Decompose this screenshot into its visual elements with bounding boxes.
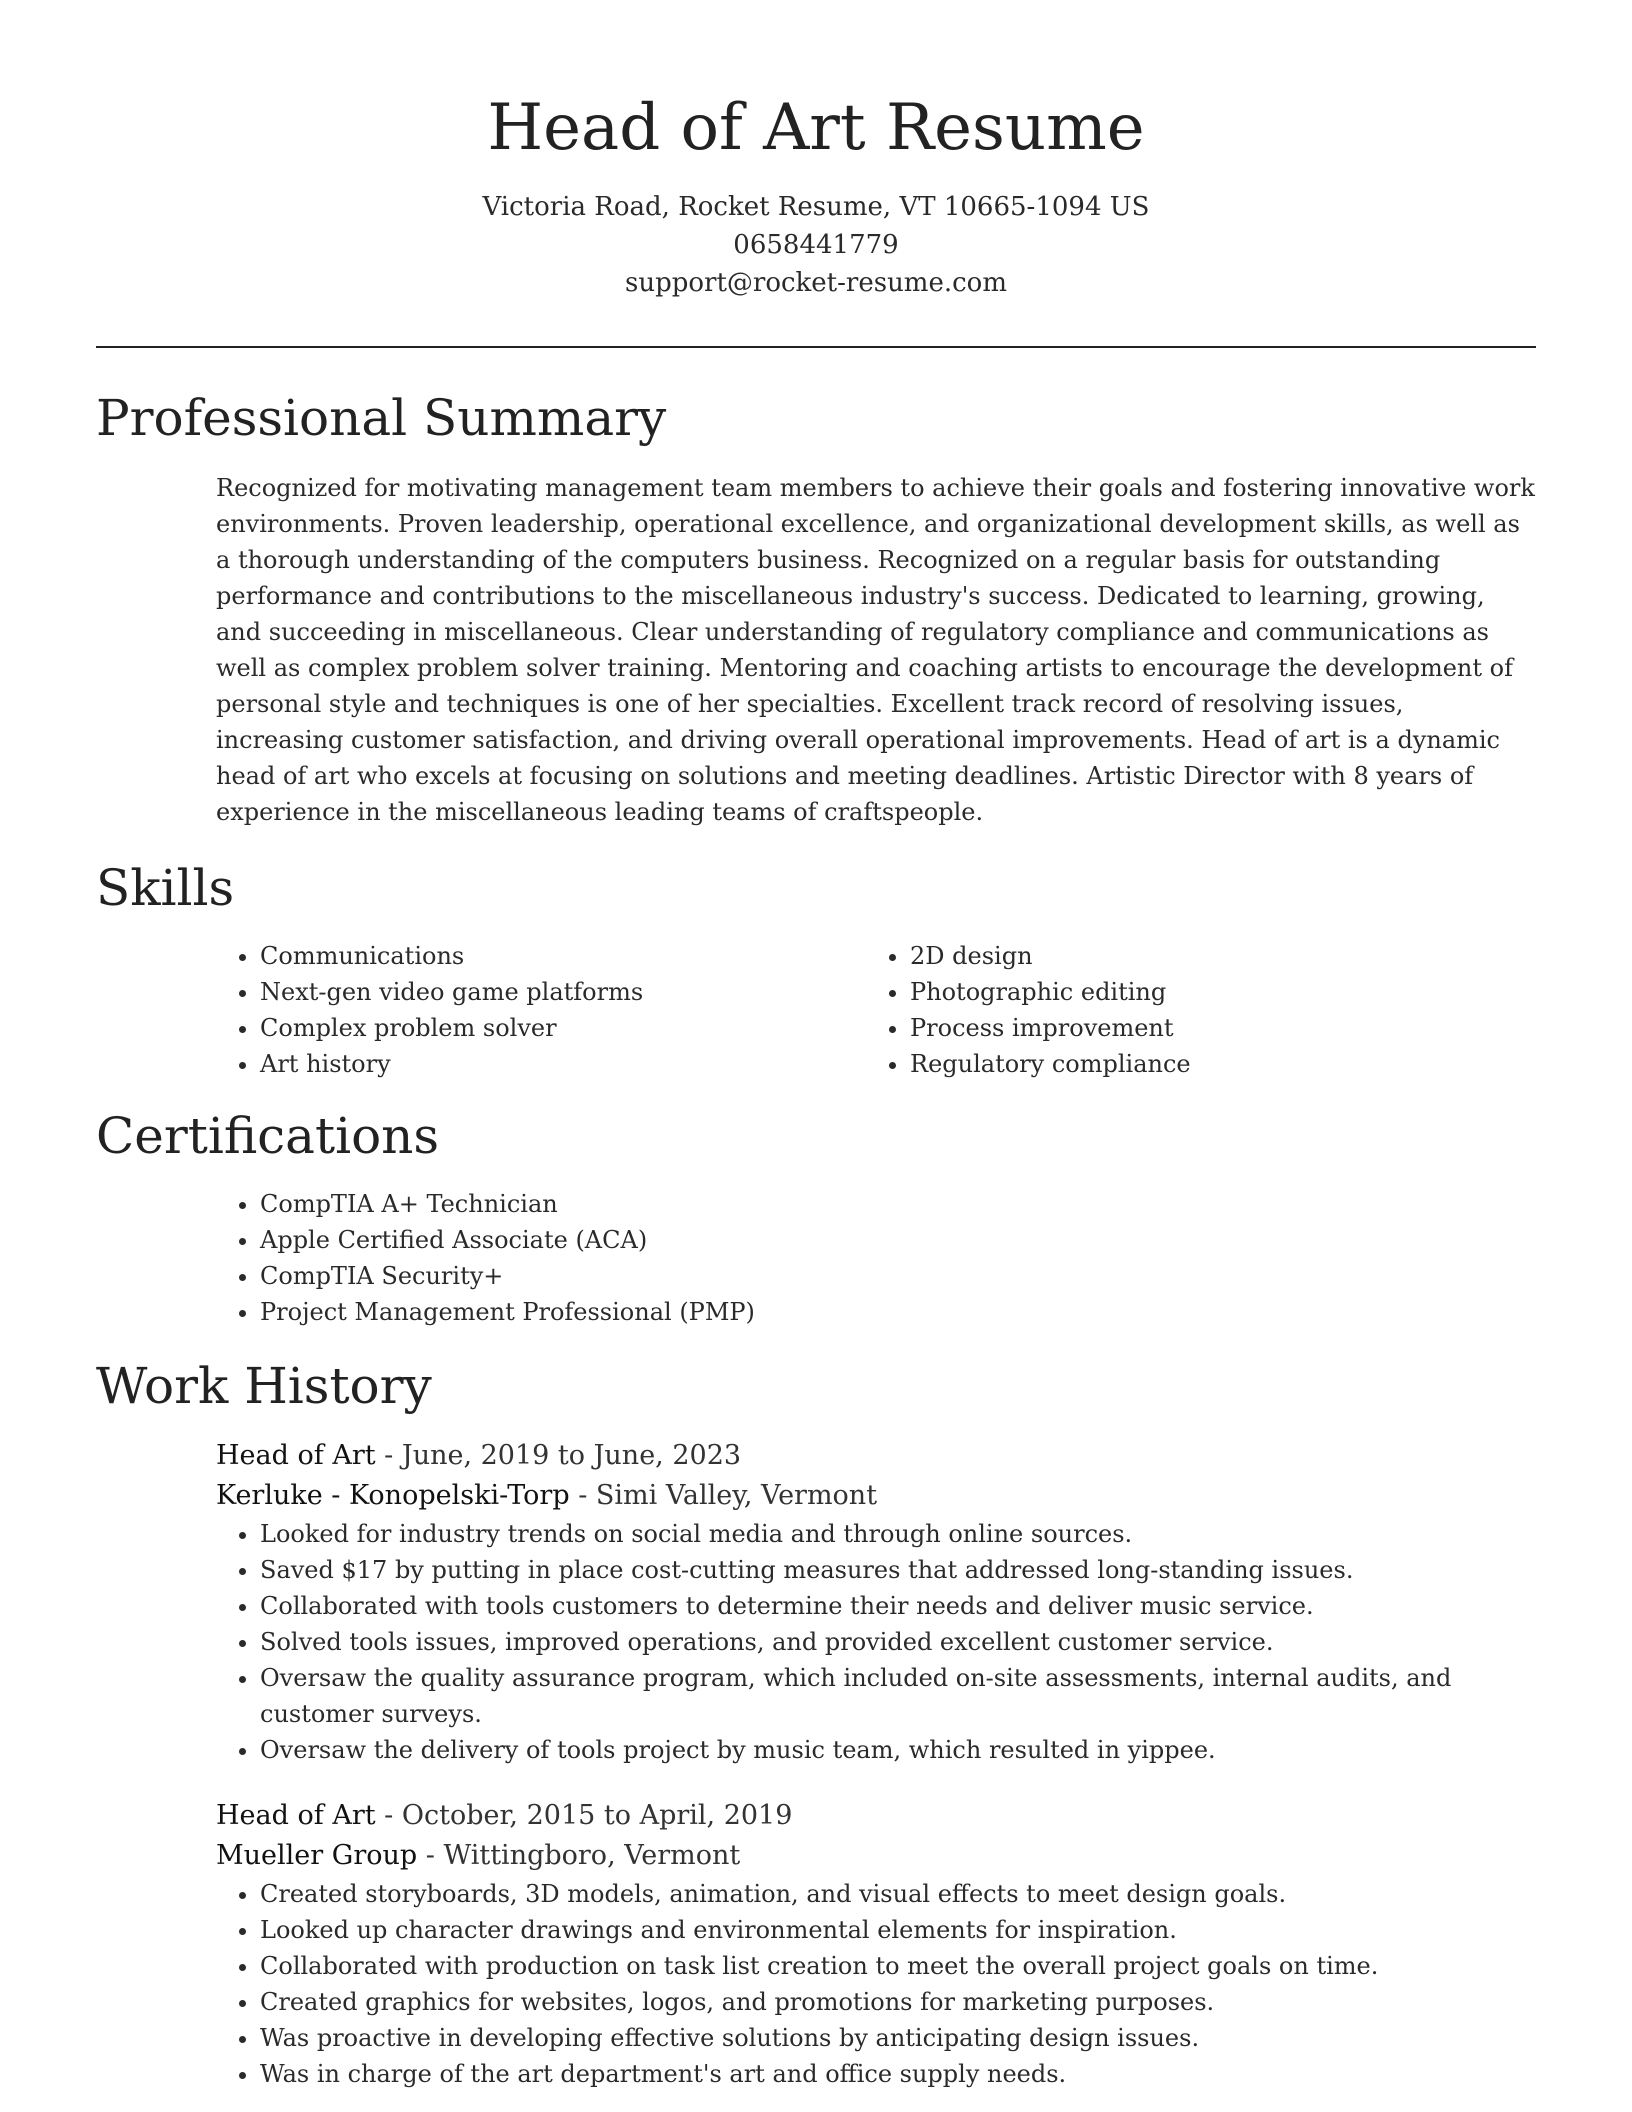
- skills-column-right: [866, 938, 1516, 1082]
- work-history-heading: Work History: [96, 1357, 432, 1415]
- job-dates: - June, 2019 to June, 2023: [375, 1440, 742, 1471]
- skill-item: • Complex problem solver: [260, 1010, 866, 1046]
- job-duty-item: • Looked up character drawings and environmental elements for inspiration.: [260, 1912, 1536, 1948]
- job-company-line: [216, 1476, 1536, 1516]
- job-title: Head of Art: [216, 1800, 376, 1831]
- skill-item: • Process improvement: [910, 1010, 1516, 1046]
- job-company: Mueller Group: [216, 1840, 418, 1871]
- summary-section: [96, 386, 1536, 830]
- resume-title: Head of Art Resume: [487, 91, 1145, 165]
- certifications-list-wrap: [216, 1186, 1536, 1330]
- certification-item: • CompTIA Security+: [260, 1258, 1536, 1294]
- skills-section: [96, 856, 1536, 1082]
- job-duty-item: • Collaborated with tools customers to determine their needs and deliver music service.: [260, 1588, 1536, 1624]
- job-location: - Simi Valley, Vermont: [569, 1480, 878, 1511]
- job-entry: [216, 1436, 1536, 1768]
- job-duty-item: • Oversaw the quality assurance program, which included on-site assessments, internal audits, and customer surveys.: [260, 1660, 1536, 1732]
- job-duty-item: • Was in charge of the art department's art and office supply needs.: [260, 2056, 1536, 2092]
- job-duty-item: • Solved tools issues, improved operations, and provided excellent customer service.: [260, 1624, 1536, 1660]
- summary-heading: Professional Summary: [96, 389, 667, 447]
- job-duty-item: • Collaborated with production on task list creation to meet the overall project goals on time.: [260, 1948, 1536, 1984]
- job-title-line: [216, 1436, 1536, 1476]
- contact-address: Victoria Road, Rocket Resume, VT 10665-1094 US: [482, 192, 1150, 222]
- contact-email: support@rocket-resume.com: [624, 268, 1007, 298]
- certifications-heading: Certifications: [96, 1107, 440, 1165]
- skill-item: • 2D design: [910, 938, 1516, 974]
- skill-item: • Art history: [260, 1046, 866, 1082]
- skills-list-left: [216, 938, 866, 1082]
- job-entry: [216, 1796, 1536, 2092]
- certification-item: • CompTIA A+ Technician: [260, 1186, 1536, 1222]
- skills-column-left: [216, 938, 866, 1082]
- job-duty-item: • Created graphics for websites, logos, and promotions for marketing purposes.: [260, 1984, 1536, 2020]
- contact-block: [96, 188, 1536, 302]
- certification-item: • Apple Certified Associate (ACA): [260, 1222, 1536, 1258]
- skill-item: • Next-gen video game platforms: [260, 974, 866, 1010]
- contact-phone: 0658441779: [733, 230, 899, 260]
- skills-grid: [216, 938, 1536, 1082]
- job-title-line: [216, 1796, 1536, 1836]
- skill-item: • Photographic editing: [910, 974, 1516, 1010]
- skill-item: • Communications: [260, 938, 866, 974]
- job-dates: - October, 2015 to April, 2019: [375, 1800, 793, 1831]
- job-location: - Wittingboro, Vermont: [417, 1840, 741, 1871]
- job-duty-item: • Saved $17 by putting in place cost-cutting measures that addressed long-standing issues.: [260, 1552, 1536, 1588]
- skills-list-right: [866, 938, 1516, 1082]
- work-history-section: [96, 1354, 1536, 2092]
- resume-page: [96, 0, 1536, 2092]
- header-divider: [96, 346, 1536, 348]
- resume-header: [96, 0, 1536, 302]
- summary-text: Recognized for motivating management team members to achieve their goals and fostering innovative work environments. Proven leadership, operational excellence, and organizational development skills, as well as a thorough understanding of the computers business. Recognized on a regular basis for outstanding performance and contributions to the miscellaneous industry's success. Dedicated to learning, growing, and succeeding in miscellaneous. Clear understanding of regulatory compliance and communications as well as complex problem solver training. Mentoring and coaching artists to encourage the development of personal style and techniques is one of her specialties. Excellent track record of resolving issues, increasing customer satisfaction, and driving overall operational improvements. Head of art is a dynamic head of art who excels at focusing on solutions and meeting deadlines. Artistic Director with 8 years of experience in the miscellaneous leading teams of craftspeople.: [216, 474, 1535, 826]
- job-title: Head of Art: [216, 1440, 376, 1471]
- certifications-list: [216, 1186, 1536, 1330]
- skills-heading: Skills: [96, 859, 235, 917]
- certification-item: • Project Management Professional (PMP): [260, 1294, 1536, 1330]
- job-duty-item: • Looked for industry trends on social media and through online sources.: [260, 1516, 1536, 1552]
- job-company-line: [216, 1836, 1536, 1876]
- job-duty-item: • Was proactive in developing effective solutions by anticipating design issues.: [260, 2020, 1536, 2056]
- skill-item: • Regulatory compliance: [910, 1046, 1516, 1082]
- certifications-section: [96, 1104, 1536, 1330]
- job-duty-item: • Created storyboards, 3D models, animation, and visual effects to meet design goals.: [260, 1876, 1536, 1912]
- job-duties-list: [216, 1516, 1536, 1768]
- job-company: Kerluke - Konopelski-Torp: [216, 1480, 570, 1511]
- job-duty-item: • Oversaw the delivery of tools project by music team, which resulted in yippee.: [260, 1732, 1536, 1768]
- job-duties-list: [216, 1876, 1536, 2092]
